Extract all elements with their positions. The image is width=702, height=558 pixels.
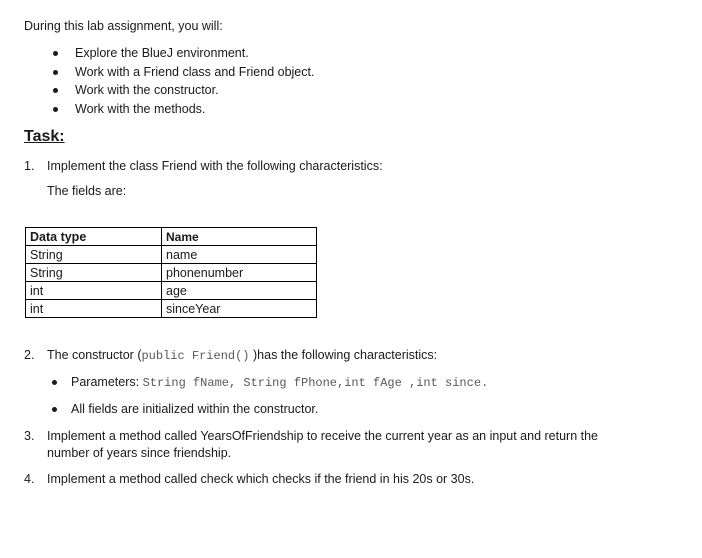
table-row	[26, 282, 317, 300]
item2-text	[47, 347, 437, 364]
column-header: Data type	[26, 228, 162, 246]
table-cell: String	[26, 264, 162, 282]
item1-text: Implement the class Friend with the following characteristics:	[47, 159, 383, 173]
table-row	[26, 300, 317, 318]
intro-text: During this lab assignment, you will:	[24, 19, 223, 33]
table-cell: phonenumber	[162, 264, 317, 282]
list-item-text	[71, 374, 488, 391]
item-number: 3.	[24, 429, 35, 443]
table-cell: name	[162, 246, 317, 264]
table-cell: int	[26, 282, 162, 300]
list-item-text: Work with a Friend class and Friend object.	[75, 65, 315, 79]
bullet-icon	[53, 107, 58, 112]
task-heading: Task:	[24, 128, 65, 145]
item4-text: Implement a method called check which checks if the friend in his 20s or 30s.	[47, 472, 475, 486]
parameters-code: String fName, String fPhone,int fAge ,int since.	[142, 376, 489, 390]
list-item-text: Work with the constructor.	[75, 83, 219, 97]
fields-intro: The fields are:	[47, 184, 127, 198]
bullet-icon	[53, 51, 58, 56]
list-item-text: All fields are initialized within the constructor.	[71, 402, 319, 416]
table-cell: age	[162, 282, 317, 300]
constructor-code: public Friend()	[141, 349, 250, 363]
fields-table	[25, 227, 317, 318]
item2-suffix: )has the following characteristics:	[253, 348, 438, 362]
item-number: 1.	[24, 159, 35, 173]
bullet-icon	[52, 407, 57, 412]
table-header-row	[26, 228, 317, 246]
item3-line1: Implement a method called YearsOfFriendship to receive the current year as an input and return the	[47, 429, 599, 443]
table-cell: sinceYear	[162, 300, 317, 318]
list-item-text: Work with the methods.	[75, 102, 206, 116]
column-header: Name	[162, 228, 317, 246]
bullet-icon	[52, 380, 57, 385]
table-cell: String	[26, 246, 162, 264]
bullet-icon	[53, 70, 58, 75]
table-cell: int	[26, 300, 162, 318]
table-row	[26, 246, 317, 264]
table-row	[26, 264, 317, 282]
bullet-icon	[53, 88, 58, 93]
item-number: 4.	[24, 472, 35, 486]
item-number: 2.	[24, 348, 35, 362]
item3-line2: number of years since friendship.	[47, 446, 232, 460]
item2-prefix: The constructor (	[47, 348, 142, 362]
list-item-text: Explore the BlueJ environment.	[75, 46, 249, 60]
parameters-label: Parameters:	[71, 375, 143, 389]
